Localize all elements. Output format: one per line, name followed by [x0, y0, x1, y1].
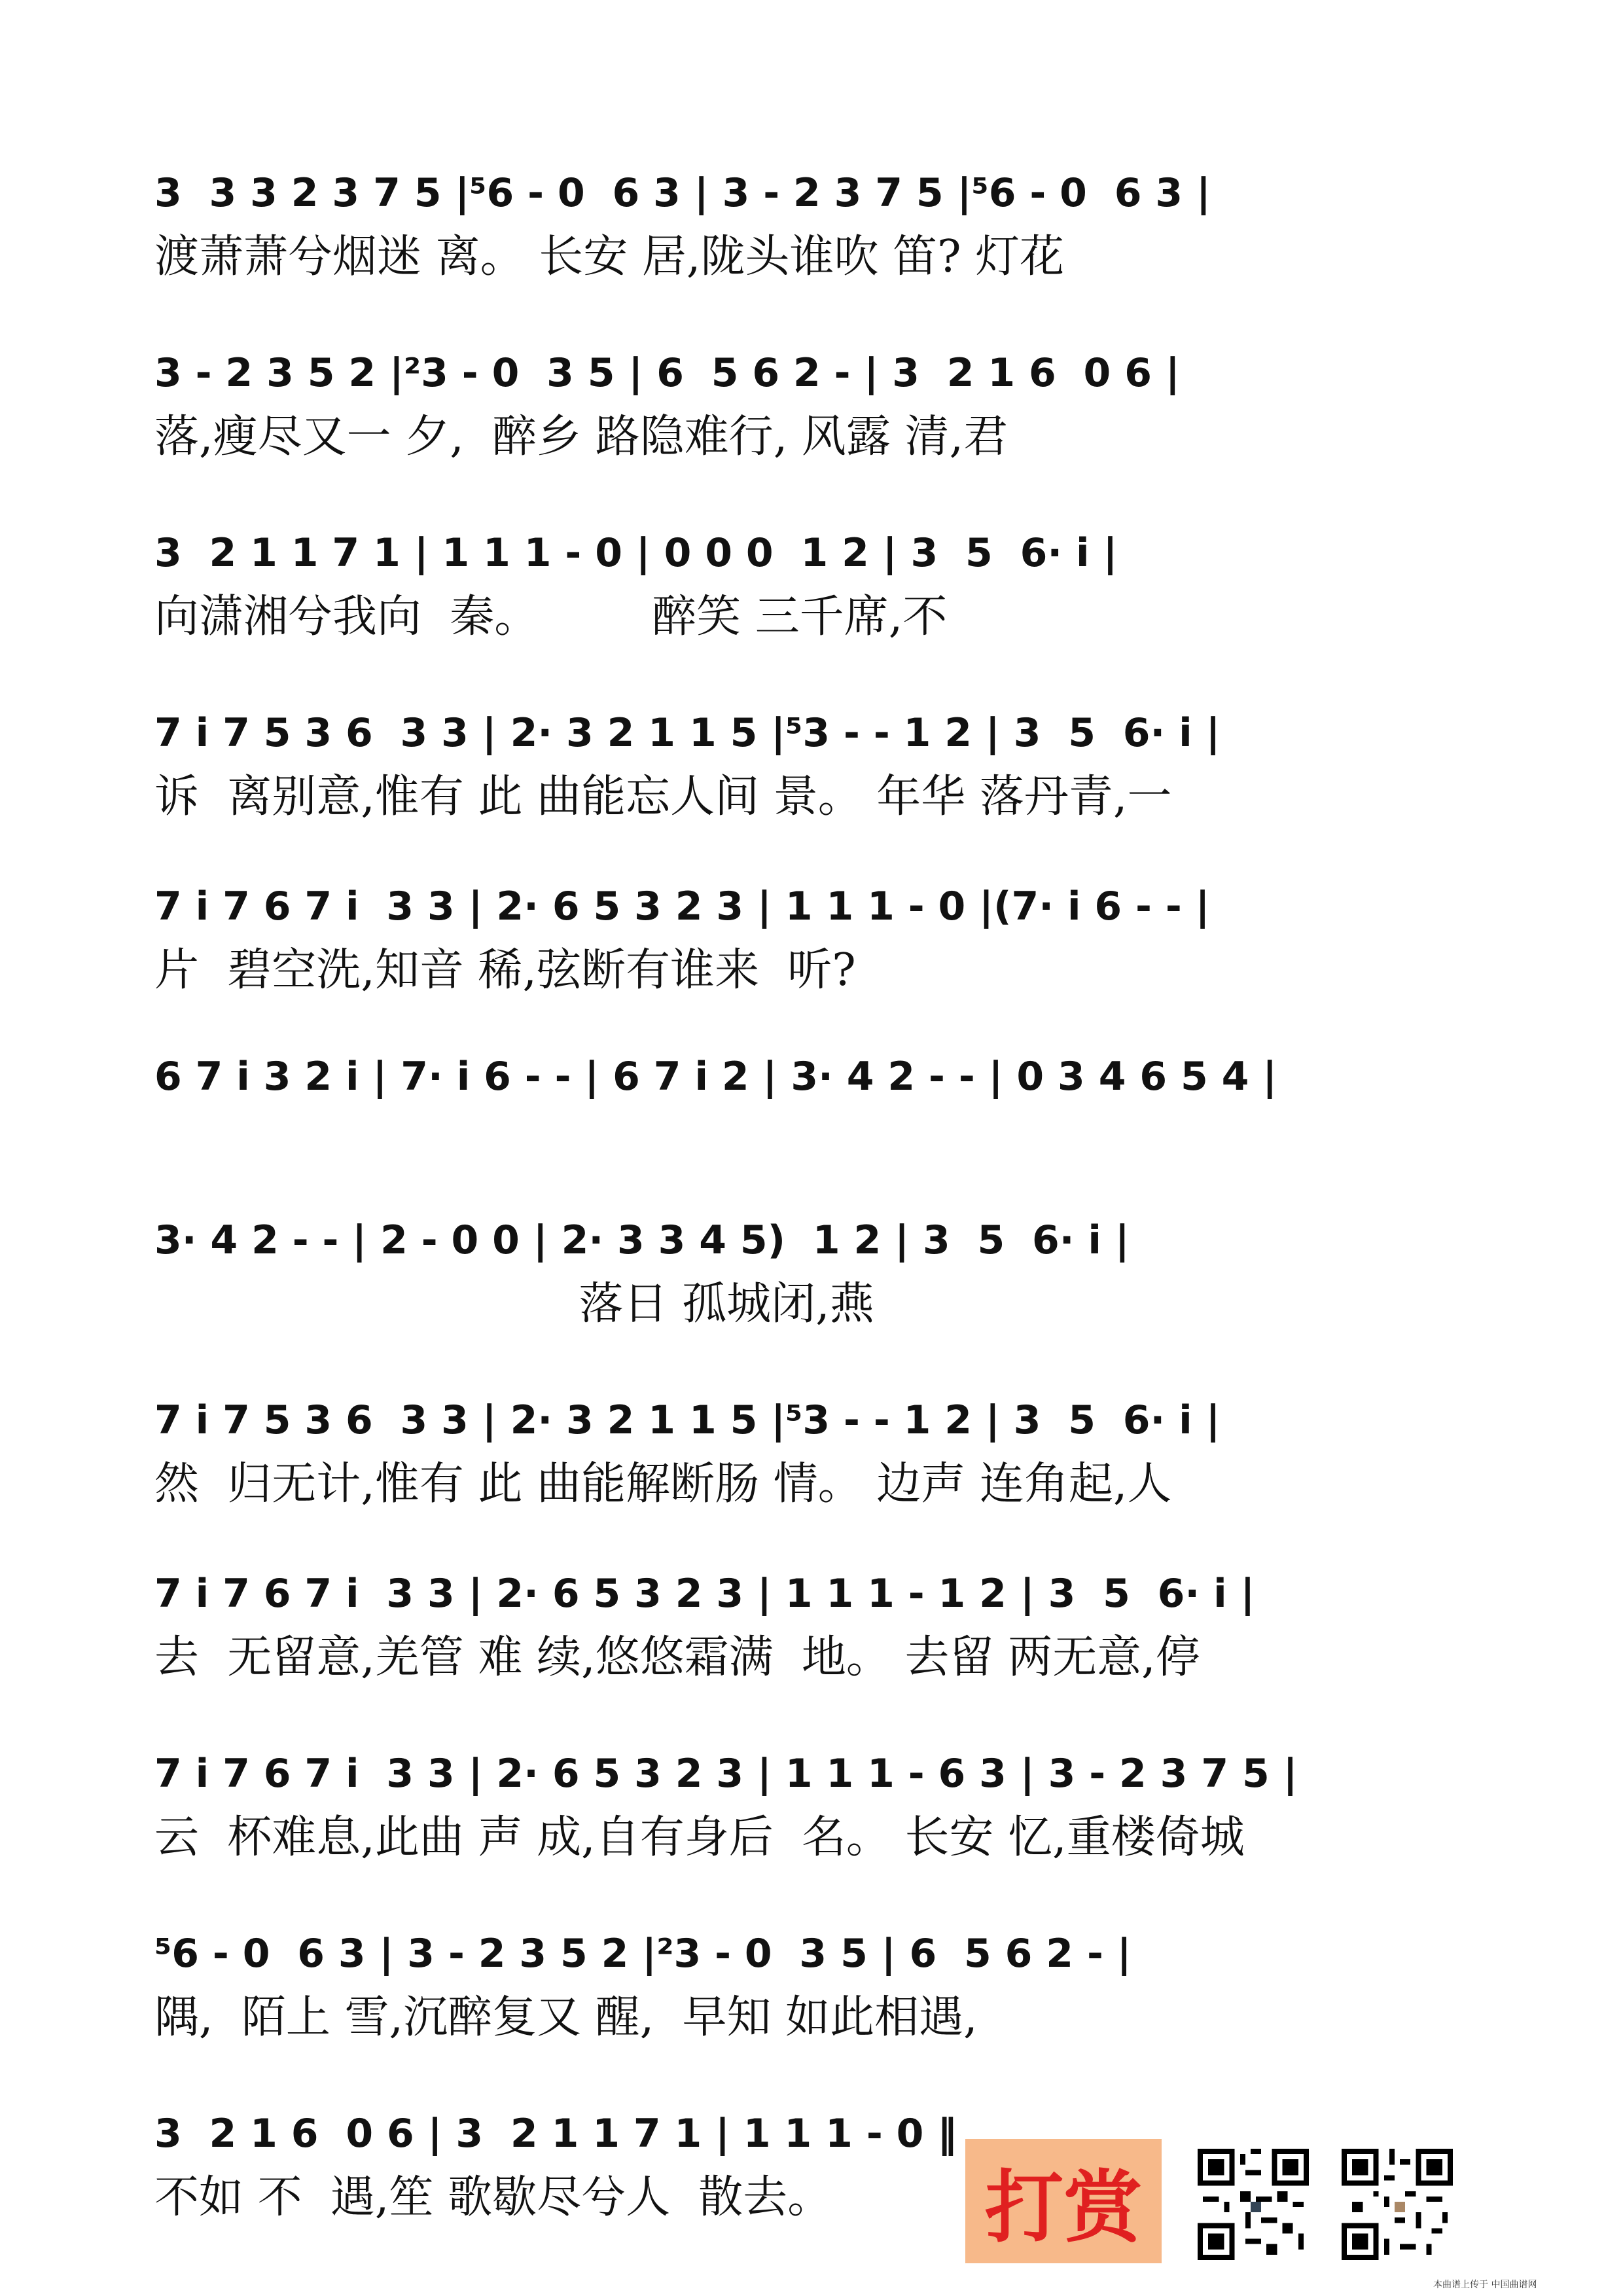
lyric-line: 片 碧空洗,知音 稀,弦断有谁来 听? [154, 944, 856, 996]
lyric-line: 不如 不 遇,笙 歌歇尽兮人 散去。 [154, 2172, 832, 2223]
tip-button[interactable] [965, 2139, 1162, 2263]
footer-credit: 本曲谱上传于 中国曲谱网 [1433, 2280, 1537, 2290]
notation-line: 3 - 2 3 5 2 |²3 - 0 3 5 | 6 5 6 2 - | 3 2 1 6 0 6 | [154, 350, 1180, 396]
notation-line: ⁵6 - 0 6 3 | 3 - 2 3 5 2 |²3 - 0 3 5 | 6 5 6 2 - | [154, 1931, 1132, 1977]
lyric-line: 落,瘦尽又一 夕, 醉乡 路隐难行, 风露 清,君 [154, 411, 1008, 463]
qr-code-icon [1342, 2149, 1453, 2260]
lyric-line: 渡萧萧兮烟迷 离。 长安 居,陇头谁吹 笛? 灯花 [154, 231, 1065, 283]
notation-line: 7 i 7 5 3 6 3 3 | 2· 3 2 1 1 5 |⁵3 - - 1 2 | 3 5 6· i | [154, 710, 1221, 756]
lyric-line: 云 杯难息,此曲 声 成,自有身后 名。 长安 忆,重楼倚城 [154, 1812, 1245, 1863]
lyric-line: 隅, 陌上 雪,沉醉复又 醒, 早知 如此相遇, [154, 1992, 978, 2043]
notation-line: 3 2 1 6 0 6 | 3 2 1 1 7 1 | 1 1 1 - 0 ‖ [154, 2111, 957, 2157]
notation-line: 7 i 7 6 7 i 3 3 | 2· 6 5 3 2 3 | 1 1 1 - 0 |(7· i 6 - - | [154, 884, 1210, 929]
notation-line: 6 7 i 3 2 i | 7· i 6 - - | 6 7 i 2 | 3· 4 2 - - | 0 3 4 6 5 4 | [154, 1054, 1277, 1100]
notation-line: 7 i 7 5 3 6 3 3 | 2· 3 2 1 1 5 |⁵3 - - 1 2 | 3 5 6· i | [154, 1397, 1221, 1443]
lyric-line: 去 无留意,羌管 难 续,悠悠霜满 地。 去留 两无意,停 [154, 1632, 1200, 1683]
notation-line: 3 3 3 2 3 7 5 |⁵6 - 0 6 3 | 3 - 2 3 7 5 |⁵6 - 0 6 3 | [154, 170, 1211, 216]
lyric-line: 向潇湘兮我向 秦。 醉笑 三千席,不 [154, 591, 948, 643]
notation-line: 3 2 1 1 7 1 | 1 1 1 - 0 | 0 0 0 1 2 | 3 5 6· i | [154, 530, 1118, 576]
lyric-line: 落日 孤城闭,燕 [154, 1278, 874, 1330]
lyric-line: 诉 离别意,惟有 此 曲能忘人间 景。 年华 落丹青,一 [154, 771, 1172, 823]
notation-line: 3· 4 2 - - | 2 - 0 0 | 2· 3 3 4 5) 1 2 | 3 5 6· i | [154, 1217, 1130, 1263]
notation-line: 7 i 7 6 7 i 3 3 | 2· 6 5 3 2 3 | 1 1 1 - 1 2 | 3 5 6· i | [154, 1571, 1255, 1617]
notation-line: 7 i 7 6 7 i 3 3 | 2· 6 5 3 2 3 | 1 1 1 - 6 3 | 3 - 2 3 7 5 | [154, 1751, 1298, 1797]
qr-code-icon [1198, 2149, 1309, 2260]
tip-label: 打赏 [985, 2161, 1142, 2253]
lyric-line: 然 归无计,惟有 此 曲能解断肠 情。 边声 连角起,人 [154, 1458, 1172, 1510]
